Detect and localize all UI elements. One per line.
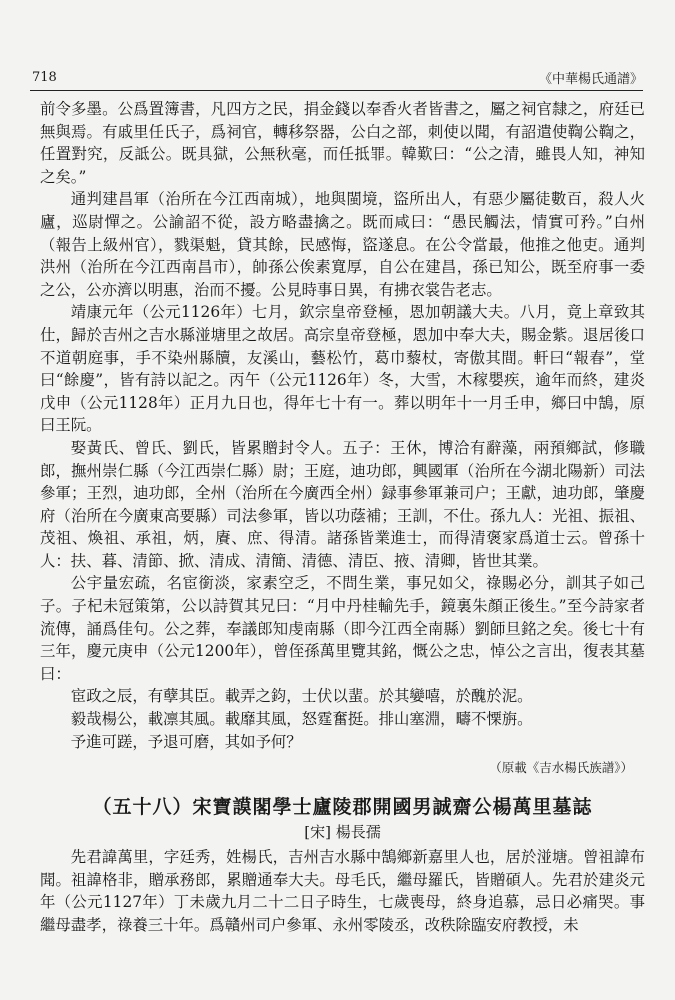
section-title: （五十八）宋寶謨閣學士廬陵郡開國男誠齋公楊萬里墓誌 [92, 796, 593, 818]
book-title: 《中華楊氏通譜》 [538, 72, 643, 87]
paragraph: 娶黃氏、曾氏、劉氏，皆累贈封令人。五子：王休，博洽有辭藻，兩預鄉試，修職郎，撫州崇仁縣（今江西崇仁縣）尉；王庭，迪功郎，興國軍（治所在今湖北陽新）司法參軍；王烈，迪功郎，全州（治所在今廣西全州）録事參軍兼司户；王獻，迪功郎，肇慶府（治所在今廣東高要縣）司法參軍，皆以功蔭補；王訓，不仕。孫九人：光祖、振祖、茂祖、煥祖、承祖，炳，賡、庶、得清。諸孫皆業進士，而得清褒家爲道士云。曾孫十人：扶、暮、清節、掀、清成、清簡、清德、清臣、掖、清卿，皆世其業。 [40, 438, 645, 570]
paragraph: 前令多墨。公爲置簿書，凡四方之民，捐金錢以奉香火者皆書之，屬之祠官隸之，府廷已無與焉。有戚里任氏子，爲祠官，轉移祭器，公白之部，刺使以聞，有詔遣使鞫公鞫之，任置對究，反詆公。既具獄，公無秋毫，而任抵罪。韓歎曰：“公之清，雖畏人知，神知之矣。” [40, 100, 645, 186]
verse-line: 予進可蹉，予退可磨，其如予何？ [70, 732, 302, 751]
page-header [30, 62, 643, 88]
page-number: 718 [32, 70, 57, 85]
source-note: （原載《吉水楊氏族譜》） [489, 760, 633, 776]
main-text [40, 98, 645, 780]
verse-line: 毅哉楊公，載凛其風。載靡其風，怒霆奮挺。排山塞淵，疇不慄旃。 [70, 710, 533, 729]
paragraph: 公宇量宏疏，名宦銜淡，家素空乏，不問生業，事兄如父，祿賜必分，訓其子如己子。子杞未冠策第，公以詩賀其兄曰：“月中丹桂輸先手，鏡裏朱顏正後生。”至今詩家者流傳，誦爲佳句。公之葬，奉議郎知虔南縣（即今江西全南縣）劉師旦銘之矣。後七十有三年，慶元庚申（公元1200年），曾侄孫萬里覽其銘，慨公之忠，悼公之言出，復表其墓曰： [40, 574, 645, 683]
verse-line: 宦政之辰，有孽其臣。載弄之鈞，士伏以蜚。於其孌嘻，於醜於泥。 [70, 687, 533, 706]
paragraph: 通判建昌軍（治所在今江西南城），地與閩境，盜所出人，有惡少屬徒數百，殺人火廬，巡尉憚之。公諭詔不從，設方略盡擒之。既而咸曰：“愚民觸法，情實可矜。”白州（報告上級州官），戮渠魁，貸其餘，民感悔，盜遂息。在公令當最，他推之他吏。通判洪州（治所在今江西南昌市），帥孫公俟素寬厚，自公在建昌，孫已知公，既至府事一委之公，公亦濟以明惠，治而不擾。公見時事日異，有拂衣裳告老志。 [40, 190, 645, 299]
section-text [40, 846, 645, 936]
author-line: [宋] 楊長孺 [304, 823, 381, 841]
paragraph: 先君諱萬里，字廷秀，姓楊氏，吉州吉水縣中鵠鄉新嘉里人也，居於湴塘。曾祖諱布聞。祖諱格非，贈承務郎，累贈通奉大夫。母毛氏，繼母羅氏，皆贈碩人。先君於建炎元年（公元1127年）丁未歲九月二十二日子時生，七歲喪母，終身追慕，忌日必痛哭。事繼母盡孝，祿養三十年。爲贛州司户參軍、永州零陵丞，改秩除臨安府教授，未 [40, 848, 645, 934]
header-rule [30, 90, 643, 91]
paragraph: 靖康元年（公元1126年）七月，欽宗皇帝登極，恩加朝議大夫。八月，竟上章致其仕，歸於吉州之吉水縣湴塘里之故居。高宗皇帝登極，恩加中奉大夫，賜金紫。退居後口不道朝庭事，手不染州縣牘，友溪山，藝松竹，葛巾藜杖，寄傲其間。軒曰“報春”，堂曰“餘慶”，皆有詩以記之。丙午（公元1126年）冬，大雪，木稼嬰疾，逾年而終，建炎戊申（公元1128年）正月九日也，得年七十有一。葬以明年十一月壬申，鄉曰中鵠，原曰王阮。 [40, 303, 645, 435]
